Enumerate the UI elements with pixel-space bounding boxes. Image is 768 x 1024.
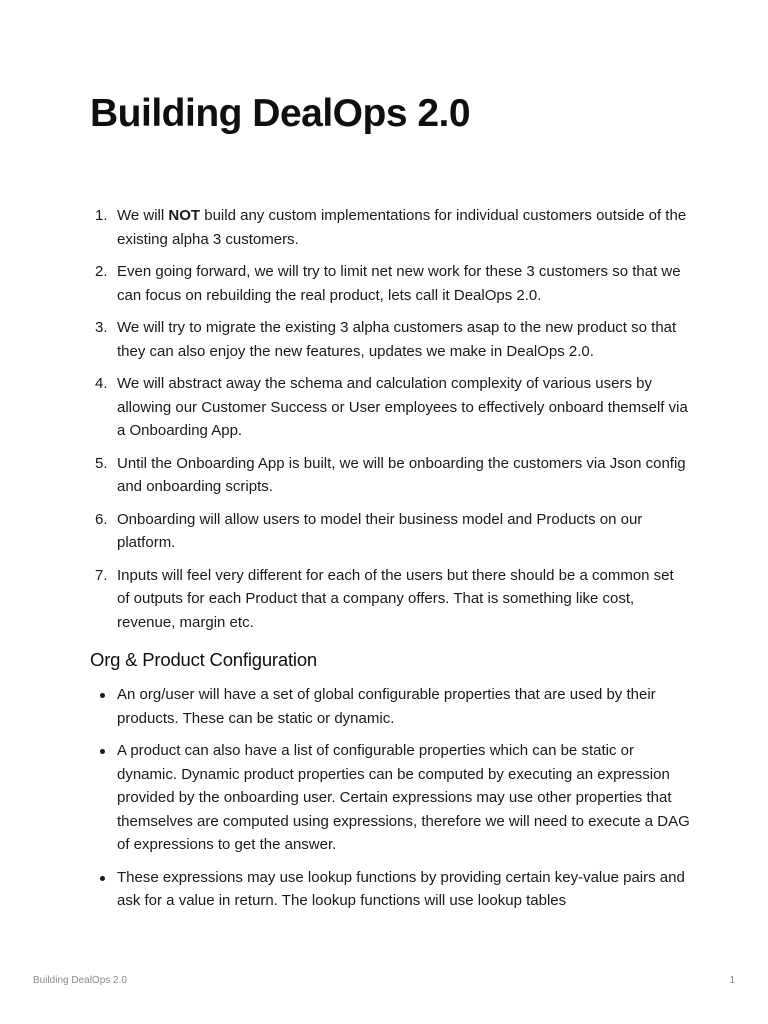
numbered-list xyxy=(90,204,690,643)
list-item-text: Onboarding will allow users to model their business model and Products on our platform. xyxy=(117,510,643,551)
list-item xyxy=(90,564,690,635)
bullet-icon xyxy=(100,749,105,754)
section-heading: Org & Product Configuration xyxy=(90,649,317,670)
list-item-number: 3. xyxy=(95,319,108,336)
list-item-bold-text: NOT xyxy=(168,207,201,224)
list-item-number: 6. xyxy=(95,510,108,528)
footer-title: Building DealOps 2.0 xyxy=(33,975,127,986)
list-item xyxy=(90,316,690,363)
bullet-item xyxy=(90,683,690,730)
list-item-number: 2. xyxy=(95,263,108,280)
page-number: 1 xyxy=(729,975,735,986)
bullet-list xyxy=(90,683,690,922)
bullet-item-text: An org/user will have a set of global configurable properties that are used by their products. These can be static or dynamic. xyxy=(117,686,656,727)
list-item xyxy=(90,452,690,499)
list-item-number: 7. xyxy=(95,566,108,584)
list-item xyxy=(90,204,690,251)
list-item xyxy=(90,372,690,443)
list-item xyxy=(90,260,690,307)
list-item-number: 4. xyxy=(95,375,108,392)
list-item-prefix: We will xyxy=(117,207,169,224)
list-item-text: We will abstract away the schema and calculation complexity of various users by allowing our Customer Success or User employees to effectively onboard themself via a Onboarding App. xyxy=(117,375,688,439)
list-item-text: Until the Onboarding App is built, we will be onboarding the customers via Json config and onboarding scripts. xyxy=(117,454,686,495)
bullet-item xyxy=(90,866,690,913)
bullet-item xyxy=(90,739,690,857)
bullet-icon xyxy=(100,693,105,698)
bullet-icon xyxy=(100,876,105,881)
list-item-text: Inputs will feel very different for each of the users but there should be a common set of outputs for each Product that a company offers. That is something like cost, revenue, margin etc. xyxy=(117,566,674,631)
list-item-text: We will try to migrate the existing 3 alpha customers asap to the new product so that they can also enjoy the new features, updates we make in DealOps 2.0. xyxy=(117,319,677,360)
list-item-number: 1. xyxy=(95,207,108,224)
list-item-number: 5. xyxy=(95,454,108,472)
bullet-item-text: These expressions may use lookup functions by providing certain key-value pairs and ask for a value in return. The lookup functions will use lookup tables xyxy=(117,868,685,909)
list-item xyxy=(90,508,690,555)
list-item-text: Even going forward, we will try to limit net new work for these 3 customers so that we can focus on rebuilding the real product, lets call it DealOps 2.0. xyxy=(117,263,681,304)
document-title: Building DealOps 2.0 xyxy=(90,92,471,135)
list-item-text: build any custom implementations for individual customers outside of the existing alpha 3 customers. xyxy=(117,207,687,248)
bullet-item-text: A product can also have a list of configurable properties which can be static or dynamic. Dynamic product properties can be computed by executing an expression provided by the onboarding user. Certain expressions may use other properties that themselves are computed using expressions, therefore we will need to execute a DAG of expressions to get the answer. xyxy=(117,742,690,853)
